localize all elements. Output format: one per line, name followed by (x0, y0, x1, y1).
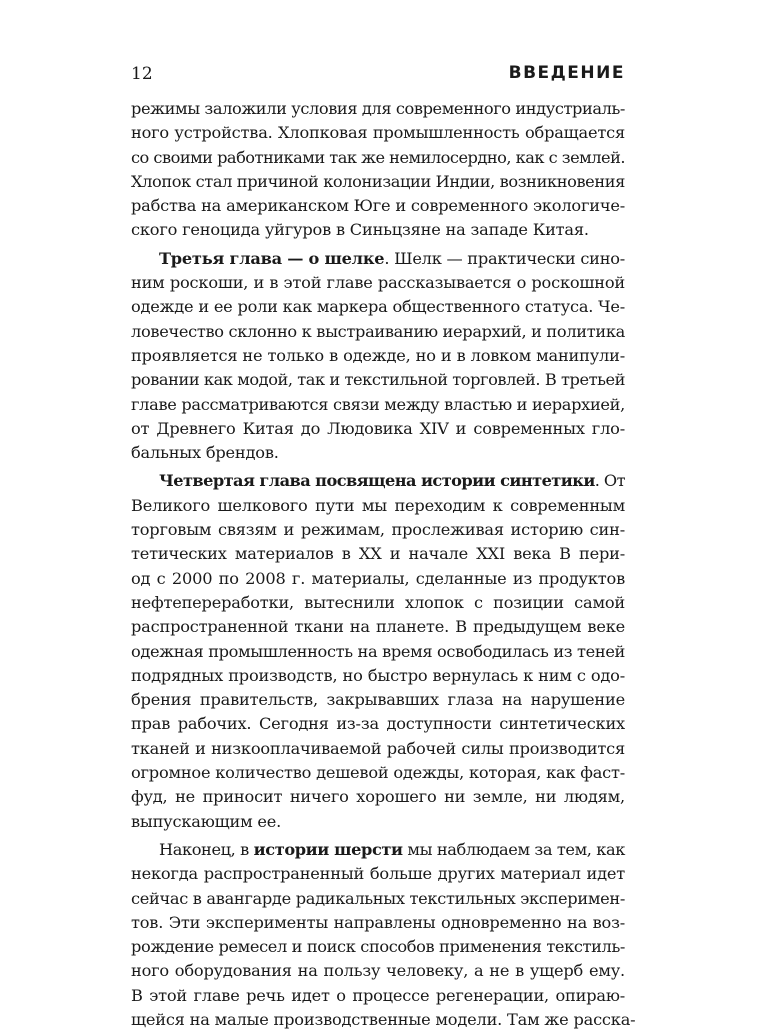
text-line: со своими работниками так же немилосердно, как с землей. (131, 147, 625, 167)
text-line: ного устройства. Хлопковая промышленность обращается (131, 123, 625, 143)
text-line: ного оборудования на пользу человеку, а не в ущерб ему. (131, 961, 625, 981)
text-line: В этой главе речь идет о процессе регенерации, опираю- (131, 985, 625, 1005)
chapter-heading-inline: Третья глава — о шелке (159, 248, 385, 268)
running-head: ВВЕДЕНИЕ (508, 63, 625, 83)
text-line: од с 2000 по 2008 г. материалы, сделанные из продуктов (131, 568, 625, 588)
text-line: нефтепереработки, вытеснили хлопок с позиции самой (131, 592, 625, 612)
text-line: сейчас в авангарде радикальных текстильных эксперимен- (131, 888, 625, 908)
text-line: ним роскоши, и в этой главе рассказывается о роскошной (131, 273, 625, 293)
text-line: Великого шелкового пути мы переходим к современным (131, 495, 625, 515)
body-text (131, 97, 636, 1032)
text-line: тетических материалов в XX и начале XXI века В пери- (131, 544, 625, 564)
text-line: рабства на американском Юге и современного экологиче- (131, 196, 625, 216)
text-line: брения правительств, закрывавших глаза на нарушение (131, 690, 625, 710)
text-line: одежная промышленность на время освободилась из теней (131, 641, 625, 661)
text-line: Четвертая глава посвящена истории синтетики. От (159, 471, 626, 491)
text-line: подрядных производств, но быстро вернулась к ним с одо- (131, 665, 625, 685)
text-line: тов. Эти эксперименты направлены одновременно на воз- (131, 912, 625, 932)
text-line: щейся на малые производственные модели. Там же расска- (131, 1009, 636, 1029)
text-line: главе рассматриваются связи между властью и иерархией, (131, 394, 625, 414)
paragraph-synthetics (131, 469, 625, 833)
text-line: Наконец, в истории шерсти мы наблюдаем за тем, как (159, 839, 625, 859)
text-line: ровании как модой, так и текстильной торговлей. В третьей (131, 370, 625, 390)
text-line: распространенной ткани на планете. В предыдущем веке (131, 617, 625, 637)
text-line: ловечество склонно к выстраиванию иерархий, и политика (131, 321, 625, 341)
text-line: Хлопок стал причиной колонизации Индии, возникновения (131, 171, 625, 191)
text-line: торговым связям и режимам, прослеживая историю син- (131, 520, 625, 540)
text-line: некогда распространенный больше других материал идет (131, 864, 625, 884)
text-line: бальных брендов. (131, 443, 279, 463)
chapter-heading-inline: истории шерсти (253, 839, 403, 859)
text-line: рождение ремесел и поиск способов применения текстиль- (131, 937, 625, 957)
text-line: тканей и низкооплачиваемой рабочей силы производится (131, 738, 625, 758)
page-number: 12 (131, 64, 153, 84)
text-line: режимы заложили условия для современного индустриаль- (131, 99, 625, 118)
text-line: прав рабочих. Сегодня из-за доступности синтетических (131, 714, 625, 734)
paragraph-cotton (131, 97, 625, 243)
text-line: Третья глава — о шелке. Шелк — практически сино- (159, 248, 625, 268)
paragraph-wool (131, 838, 636, 1032)
text-line: фуд, не приносит ничего хорошего ни земле, ни людям, (131, 787, 625, 807)
text-line: ского геноцида уйгуров в Синьцзяне на западе Китая. (131, 220, 589, 240)
chapter-heading-inline: Четвертая глава посвящена истории синтетики (159, 471, 595, 491)
text-line: выпускающим ее. (131, 811, 282, 831)
text-line: огромное количество дешевой одежды, которая, как фаст- (131, 763, 625, 783)
paragraph-silk (131, 247, 625, 466)
text-line: одежде и ее роли как маркера общественного статуса. Че- (131, 297, 625, 317)
text-line: от Древнего Китая до Людовика XIV и современных гло- (131, 418, 625, 438)
text-line: проявляется не только в одежде, но и в ловком манипули- (131, 345, 625, 365)
